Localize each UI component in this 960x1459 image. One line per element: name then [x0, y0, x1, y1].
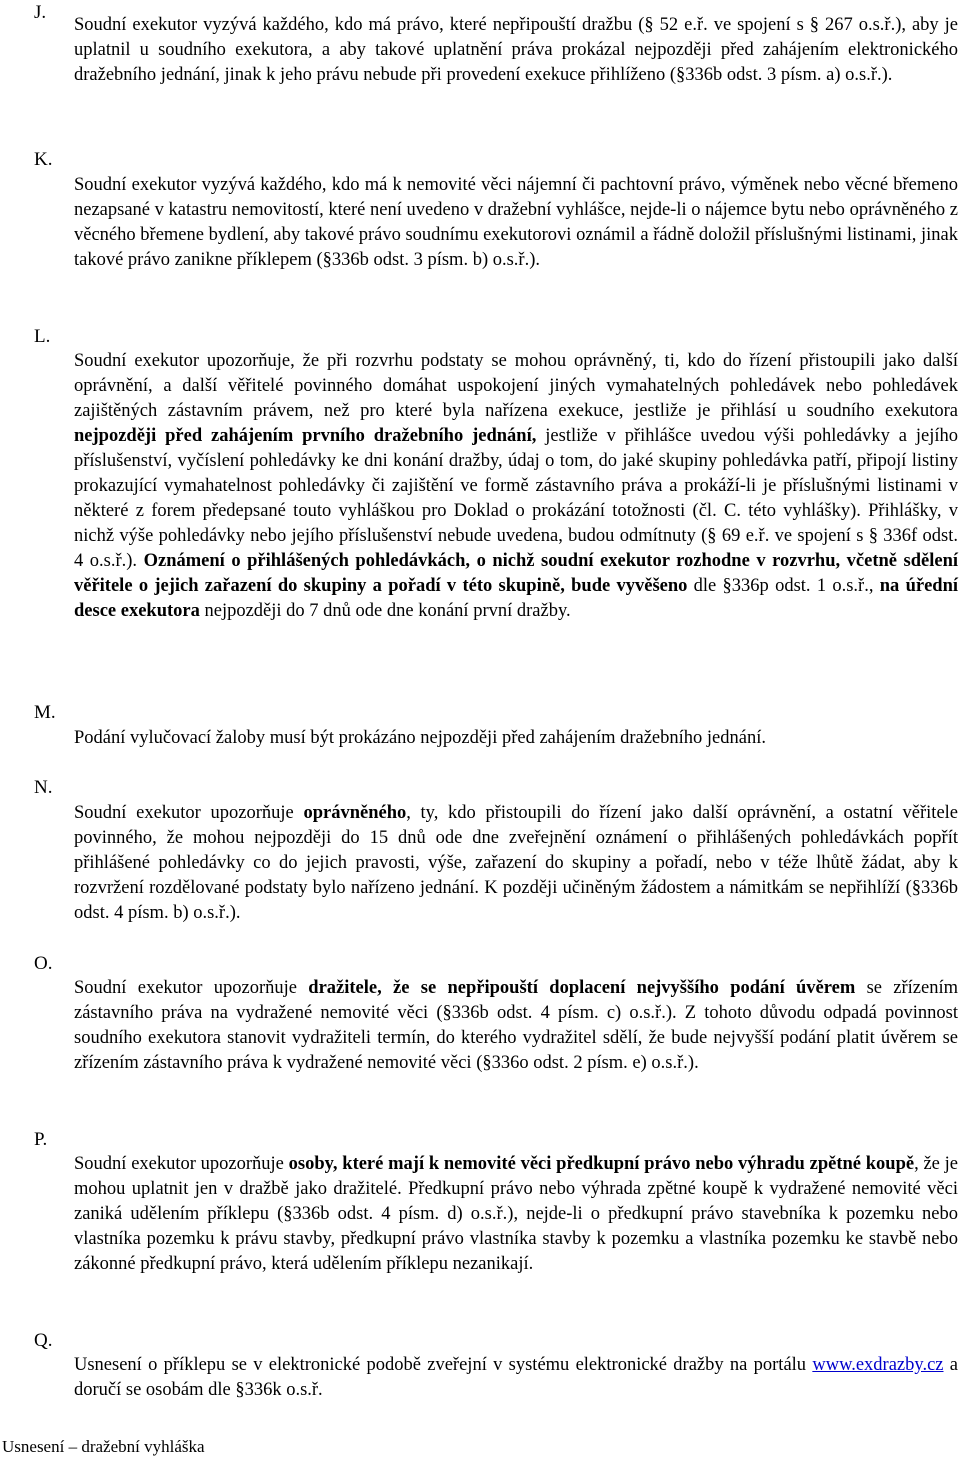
section-marker-n: N. — [34, 777, 53, 798]
section-j-text — [74, 13, 958, 88]
section-j-segment: Soudní exekutor vyzývá každého, kdo má právo, které nepřipouští dražbu (§ 52 e.ř. ve spojení s § 267 o.s.ř.), aby je uplatnil u soudního exekutora, a aby takové uplatnění práva prokázal nejpozději před zahájením elektronického dražebního jednání, jinak k jeho právu nebude při provedení exekuce přihlíženo (§336b odst. 3 písm. a) o.s.ř.). — [74, 15, 958, 85]
section-o-segment: se zřízením zástavního práva na vydražené nemovité věci (§336b odst. 4 písm. c) o.s.ř.). Z tohoto důvodu odpadá povinnost soudního exekutora stanovit vydražiteli termín, do kterého vydražitel sdělí, že bude nejvyšší podání platit úvěrem se zřízením zástavního práva k vydražené nemovité věci (§336o odst. 2 písm. e) o.s.ř.). — [74, 978, 959, 1073]
section-n-bold: oprávněného — [303, 803, 407, 823]
section-p-segment: , že je mohou uplatnit jen v dražbě jako dražitelé. Předkupní právo nebo výhrada zpětné koupě k vydražené nemovité věci zaniká udělením příklepu (§336b odst. 4 písm. d) o.s.ř.), nejde-li o předkupní právo stavebníka k pozemku nebo vlastníka pozemku k právu stavby, předkupní právo vlastníka stavby k pozemku a vlastníka pozemku ke stavbě nebo zákonné předkupní právo, která udělením příklepu nezanikají. — [74, 1154, 958, 1274]
section-l-text — [74, 349, 958, 624]
section-o-segment: Soudní exekutor upozorňuje — [74, 978, 309, 998]
section-n-text — [74, 801, 958, 926]
exdrazby-link[interactable]: www.exdrazby.cz — [812, 1355, 944, 1375]
section-o-text — [74, 976, 958, 1076]
section-l-segment: nejpozději do 7 dnů ode dne konání první dražby. — [199, 601, 571, 621]
section-l-bold-board: na úřední desce exekutora — [74, 576, 958, 621]
section-k-text — [74, 173, 958, 273]
section-marker-q: Q. — [34, 1330, 53, 1351]
section-marker-o: O. — [34, 953, 53, 974]
section-q-segment: a doručí se osobám dle §336k o.s.ř. — [74, 1355, 958, 1400]
section-k-segment: Soudní exekutor vyzývá každého, kdo má k nemovité věci nájemní či pachtovní právo, výměnek nebo věcné břemeno nezapsané v katastru nemovitostí, které není uvedeno v dražební vyhlášce, nejde-li o nájemce bytu nebo oprávněného z věcného břemene bydlení, aby takové právo soudnímu exekutorovi oznámil a řádně doložil příslušnými listinami, jinak takové právo zanikne příklepem (§336b odst. 3 písm. b) o.s.ř.). — [74, 175, 958, 270]
section-marker-k: K. — [34, 149, 53, 170]
section-m-text — [74, 726, 958, 751]
page-footer: Usnesení – dražební vyhláška — [2, 1437, 205, 1456]
section-q-text — [74, 1353, 958, 1403]
section-l-segment: dle §336p odst. 1 o.s.ř., — [687, 576, 880, 596]
section-l-segment: jestliže v přihlášce uvedou výši pohledávky a jejího příslušenství, vyčíslení pohledávky ke dni konání dražby, údaj o tom, do jaké skupiny pohledávka patří, připojí listiny prokazující vymahatelnost pohledávky či zajištění ve formě zástavního práva a prokáží-li je příslušnými listinami v některé z forem předepsané touto vyhláškou pro Doklad o prokázání totožnosti (čl. C. této vyhlášky). Přihlášky, v nichž výše pohledávky nebo jejího příslušenství nebude uvedena, budou odmítnuty (§ 69 e.ř. ve spojení s § 336f odst. 4 o.s.ř.). — [74, 426, 958, 571]
section-p-segment: Soudní exekutor upozorňuje — [74, 1154, 289, 1174]
section-marker-m: M. — [34, 702, 56, 723]
section-l-bold-notice: Oznámení o přihlášených pohledávkách, o nichž soudní exekutor rozhodne v rozvrhu, včetně sdělení věřitele o jejich zařazení do skupiny a pořadí v této skupině, bude vyvěšeno — [74, 551, 959, 596]
section-l-bold-deadline: nejpozději před zahájením prvního dražebního jednání, — [74, 426, 537, 446]
section-n-segment: , ty, kdo přistoupili do řízení jako další oprávnění, a ostatní věřitele povinného, že mohou nejpozději do 15 dnů ode dne zveřejnění oznámení o přihlášených pohledávkách popřít přihlášené pohledávky co do jejich pravosti, výše, zařazení do skupiny a pořadí, nebo v téže lhůtě žádat, aby k rozvržení rozdělované podstaty bylo nařízeno jednání. K později učiněným žádostem a námitkám se nepřihlíží (§336b odst. 4 písm. b) o.s.ř.). — [74, 803, 959, 923]
section-marker-l: L. — [34, 326, 51, 347]
section-l-segment: Soudní exekutor upozorňuje, že při rozvrhu podstaty se mohou oprávněný, ti, kdo do řízení přistoupili jako další oprávnění, a další věřitelé povinného domáhat uspokojení jiných vymahatelných pohledávek nebo pohledávek zajištěných zástavním právem, než pro které byla nařízena exekuce, jestliže je přihlásí u soudního exekutora — [74, 351, 958, 421]
section-q-segment: Usnesení o příklepu se v elektronické podobě zveřejní v systému elektronické dražby na portálu — [74, 1355, 813, 1375]
section-marker-p: P. — [34, 1129, 48, 1150]
section-n-segment: Soudní exekutor upozorňuje — [74, 803, 304, 823]
section-marker-j: J. — [34, 2, 47, 23]
section-o-bold: dražitele, že se nepřipouští doplacení nejvyššího podání úvěrem — [308, 978, 856, 998]
section-p-bold: osoby, které mají k nemovité věci předkupní právo nebo výhradu zpětné koupě — [288, 1154, 915, 1174]
section-p-text — [74, 1152, 958, 1277]
section-m-segment: Podání vylučovací žaloby musí být prokázáno nejpozději před zahájením dražebního jednání. — [74, 728, 766, 748]
